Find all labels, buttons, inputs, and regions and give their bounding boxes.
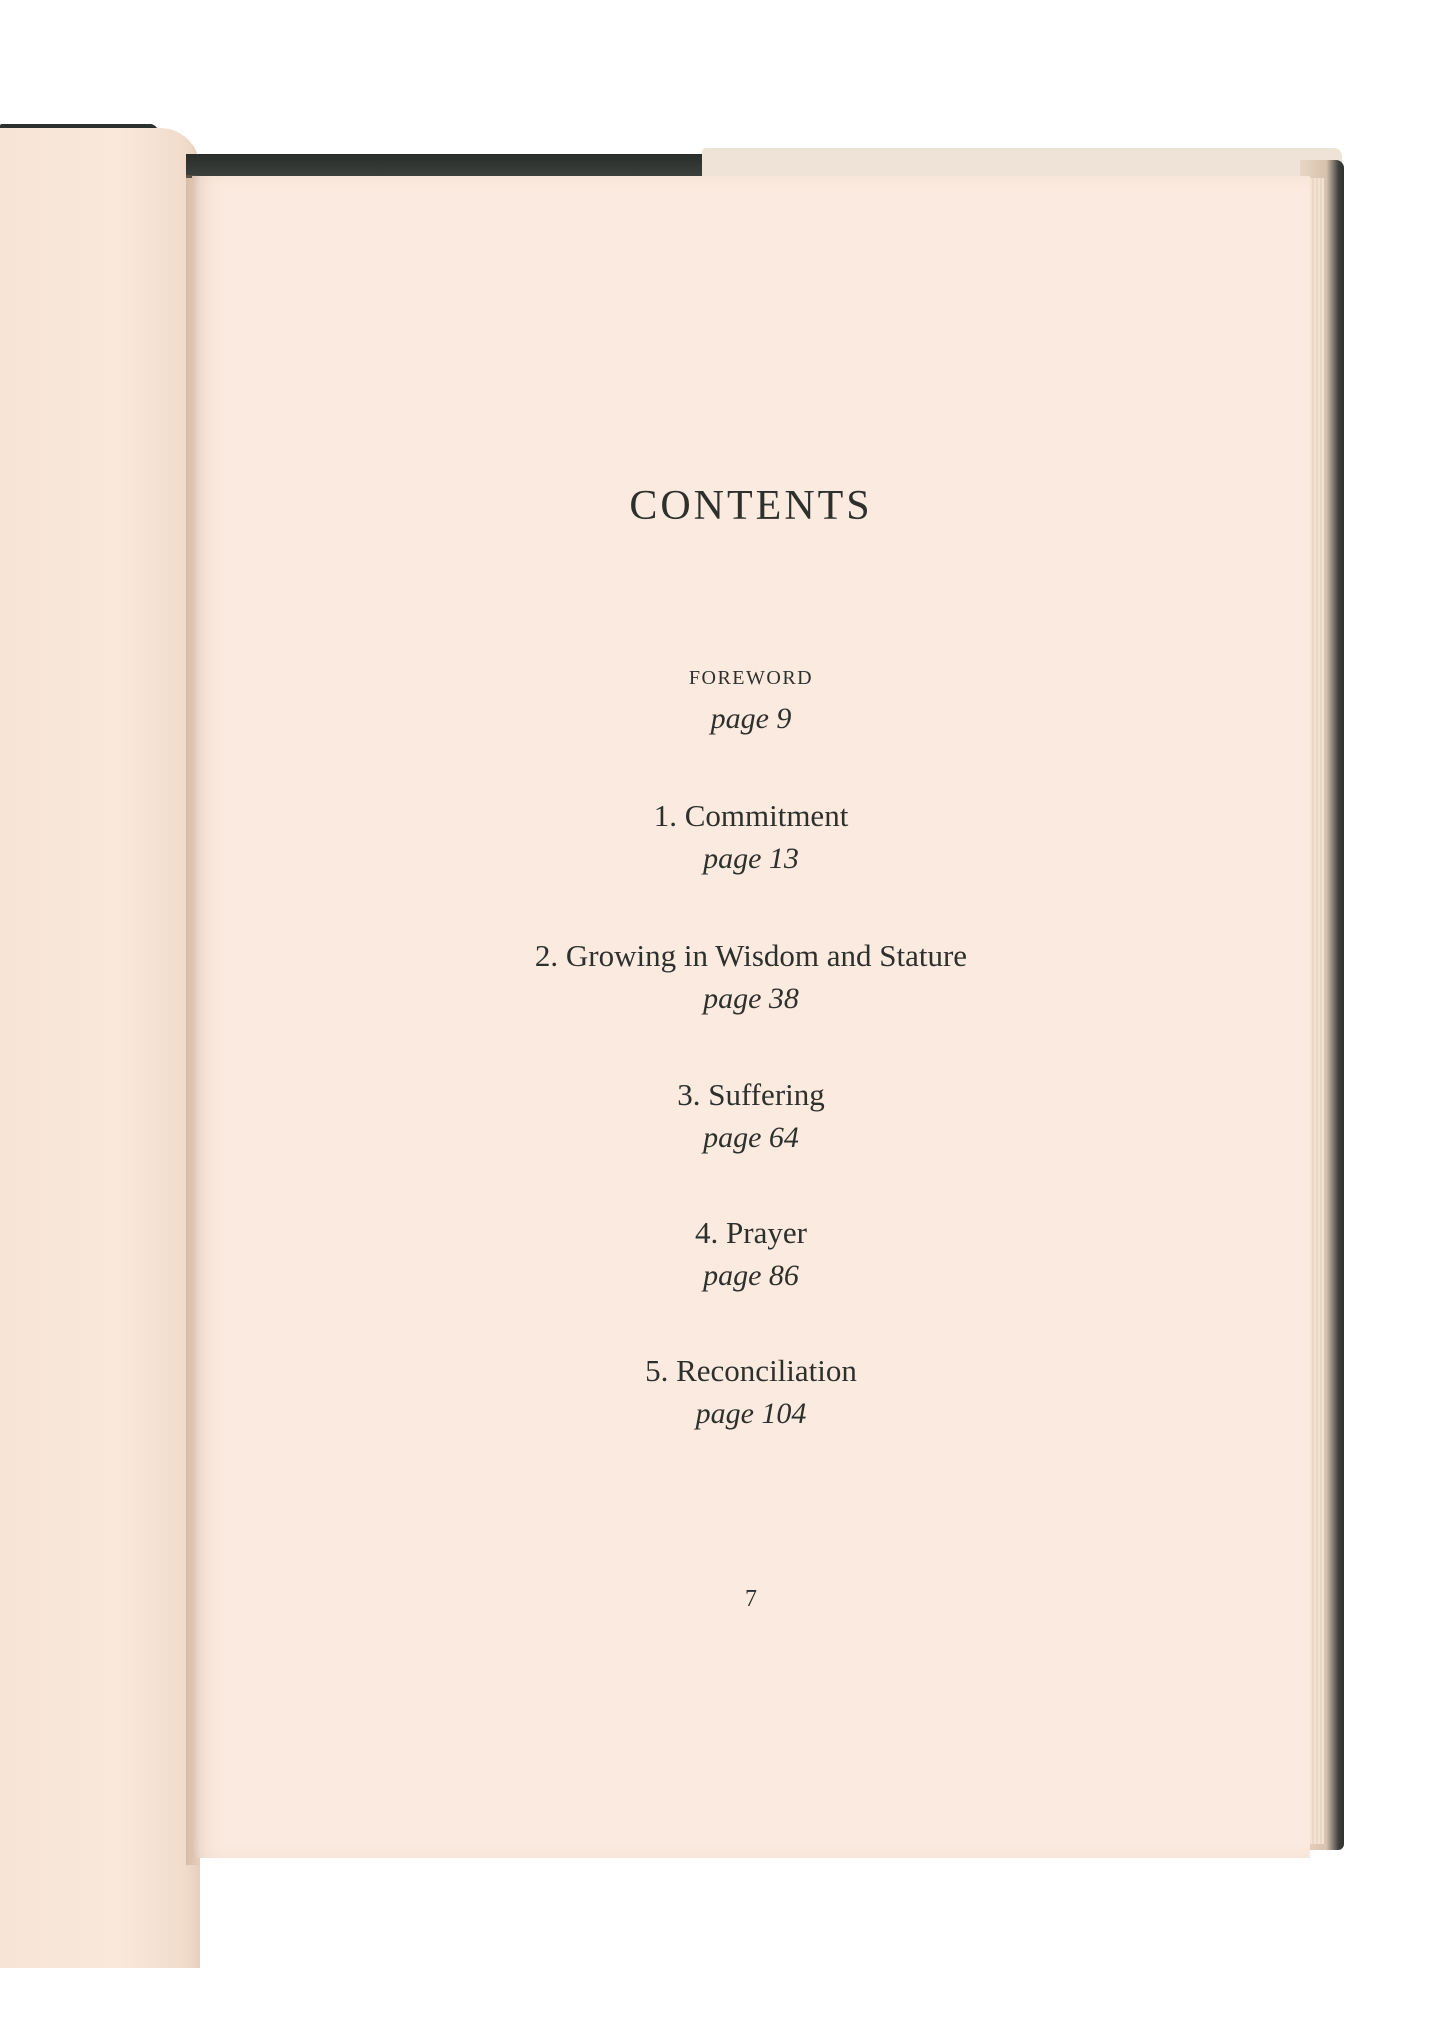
page-number: 7 [745,1586,757,1612]
toc-entry-page: page 38 [703,982,799,1015]
toc-entry-title: 3. Suffering [677,1077,825,1112]
toc-entry-page: page 13 [703,842,799,875]
toc-entry-title: 1. Commitment [653,798,849,833]
toc-entry-chapter-5 [192,1349,1310,1435]
toc-entry-foreword [192,658,1310,740]
toc-entry-chapter-4 [192,1211,1310,1297]
page-block-edges [1310,178,1324,1844]
toc-entry-title: 2. Growing in Wisdom and Stature [534,938,968,973]
toc-entry-title: FOREWORD [688,667,814,689]
toc-entry-page: page 86 [703,1259,799,1292]
toc-entry-chapter-2 [192,934,1310,1020]
contents-text [192,176,1310,1858]
toc-entry-title: 4. Prayer [695,1215,807,1250]
cover-edge-top [186,154,702,178]
toc-entry-chapter-1 [192,794,1310,880]
toc-entry-chapter-3 [192,1073,1310,1159]
toc-entry-title: 5. Reconciliation [645,1353,857,1388]
toc-entry-page: page 104 [695,1397,807,1430]
left-facing-page [0,128,200,1968]
toc-entry-page: page 9 [710,702,792,735]
page-title: CONTENTS [629,483,873,529]
toc-entry-page: page 64 [703,1121,799,1154]
